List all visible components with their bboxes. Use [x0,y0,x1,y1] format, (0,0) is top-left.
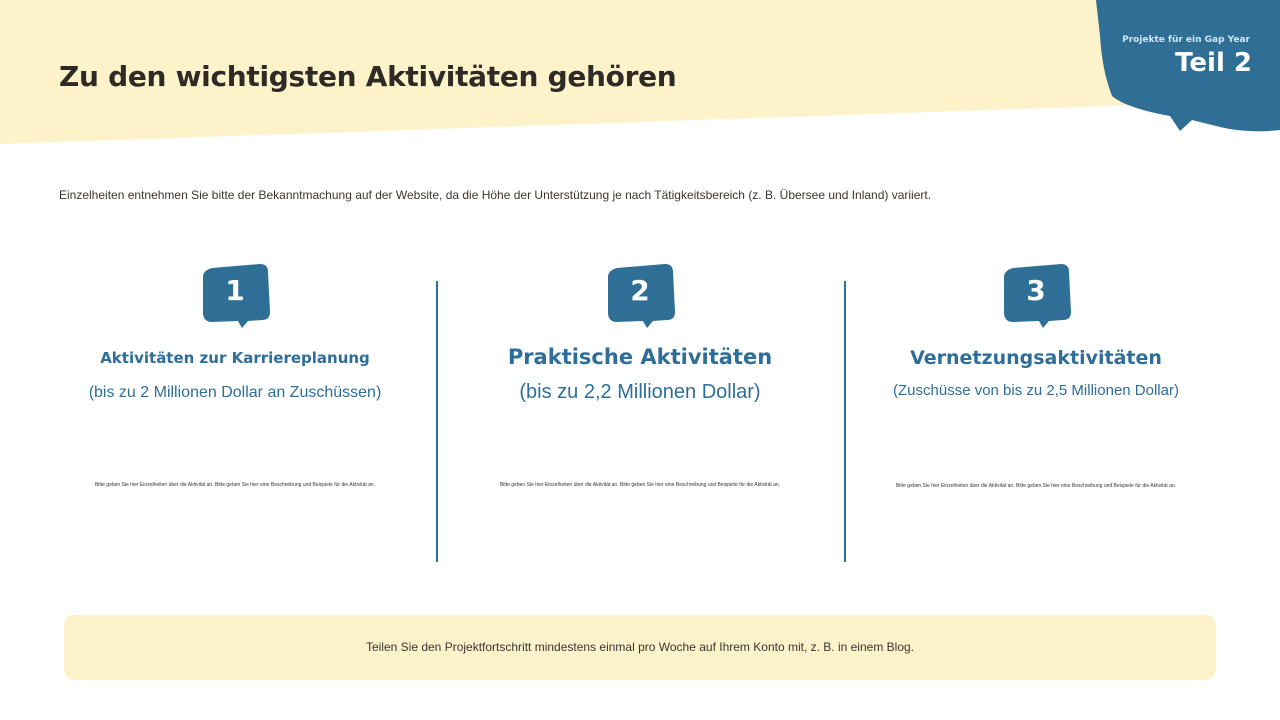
section-badge [1096,0,1280,134]
intro-text: Einzelheiten entnehmen Sie bitte der Bekanntmachung auf der Website, da die Höhe der Unterstützung je nach Tätigkeitsbereich (z. B. Übersee und Inland) variiert. [59,188,932,202]
badge-subtitle: Projekte für ein Gap Year [1122,35,1250,45]
activity-title: Aktivitäten zur Karriereplanung [100,349,370,367]
activity-funding: (bis zu 2 Millionen Dollar an Zuschüssen) [88,384,382,401]
column-divider [844,281,846,562]
number-bubble [198,262,272,328]
activity-number: 2 [630,274,650,307]
column-divider [436,281,438,562]
activity-title: Praktische Aktivitäten [507,345,773,369]
number-bubble [999,262,1073,328]
activity-card [50,262,420,488]
activity-description: Bitte geben Sie hier Einzelheiten über die Aktivität an. Bitte geben Sie hier eine Beschreibung und Beispiele für die Aktivität an. [895,483,1177,489]
page-title: Zu den wichtigsten Aktivitäten gehören [59,60,677,93]
activity-card [851,262,1221,489]
activity-description: Bitte geben Sie hier Einzelheiten über die Aktivität an. Bitte geben Sie hier eine Beschreibung und Beispiele für die Aktivität an. [94,482,376,488]
activity-number: 3 [1026,274,1046,307]
badge-title: Teil 2 [1175,48,1252,78]
activity-description: Bitte geben Sie hier Einzelheiten über die Aktivität an. Bitte geben Sie hier eine Beschreibung und Beispiele für die Aktivität an. [499,482,781,488]
footer-text: Teilen Sie den Projektfortschritt mindestens einmal pro Woche auf Ihrem Konto mit, z. B. in einem Blog. [365,640,915,654]
footer-note [64,615,1216,680]
activity-number: 1 [225,274,245,307]
activity-funding: (Zuschüsse von bis zu 2,5 Millionen Dollar) [893,382,1179,399]
activity-card [455,262,825,488]
activity-title: Vernetzungsaktivitäten [910,347,1162,369]
number-bubble [603,262,677,328]
activity-funding: (bis zu 2,2 Millionen Dollar) [519,381,761,403]
